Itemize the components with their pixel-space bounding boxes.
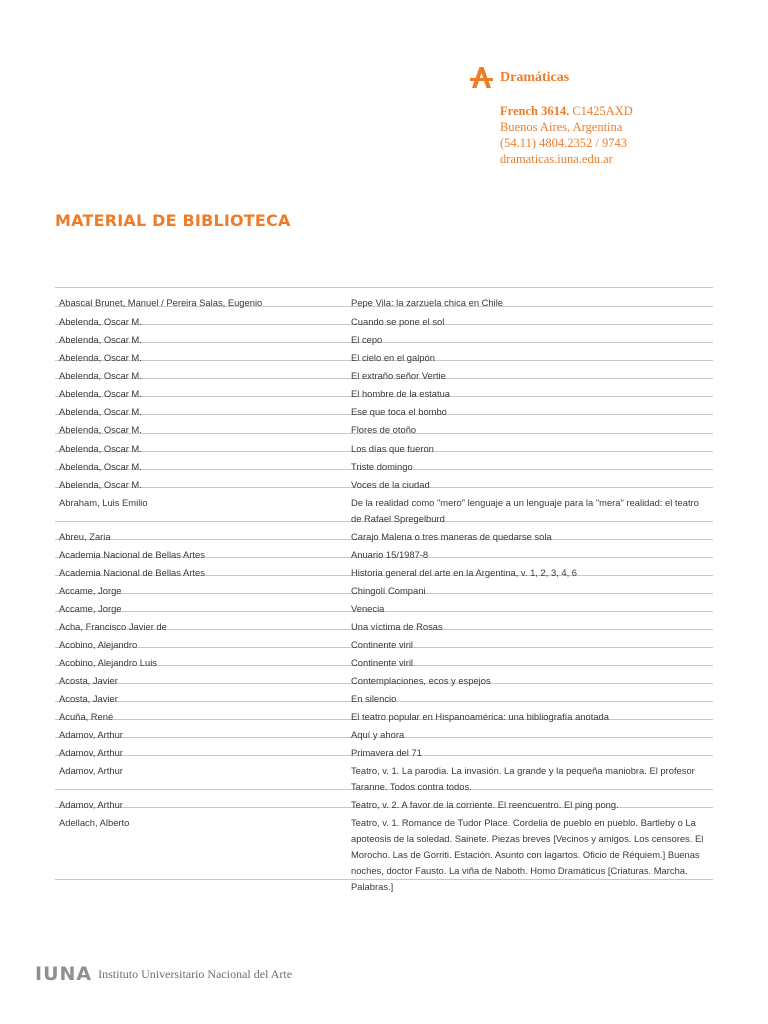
author-cell: Adamov, Arthur: [59, 747, 123, 758]
author-cell: Adamov, Arthur: [59, 729, 123, 740]
author-cell: Abreu, Zaria: [59, 531, 111, 542]
author-cell: Abraham, Luis Emilio: [59, 497, 148, 508]
table-row: [55, 630, 713, 648]
author-cell: Abelenda, Oscar M.: [59, 424, 142, 435]
title-cell: Ese que toca el bombo: [351, 406, 447, 417]
title-cell: Aquí y ahora: [351, 729, 405, 740]
title-cell: El extraño señor Vertie: [351, 370, 446, 381]
brand-name: Dramáticas: [500, 69, 570, 85]
author-cell: Accame, Jorge: [59, 603, 122, 614]
title-cell: Venecia: [351, 603, 385, 614]
author-cell: Abelenda, Oscar M.: [59, 316, 142, 327]
table-row: [55, 434, 713, 452]
header-logo-block: [470, 66, 633, 167]
table-row: [55, 808, 713, 892]
author-cell: Accame, Jorge: [59, 585, 122, 596]
title-cell: El hombre de la estatua: [351, 388, 451, 399]
author-cell: Abelenda, Oscar M.: [59, 370, 142, 381]
title-cell: El cepo: [351, 334, 383, 345]
table-row: [55, 397, 713, 415]
author-cell: Acobino, Alejandro: [59, 639, 138, 650]
title-cell: Carajo Malena o tres maneras de quedarse sola: [351, 531, 552, 542]
phone: (54.11) 4804.2352 / 9743: [500, 136, 627, 150]
title-cell: El cielo en el galpón: [351, 352, 435, 363]
institution-name: Instituto Universitario Nacional del Arte: [98, 966, 293, 981]
title-cell: Voces de la ciudad: [351, 479, 430, 490]
author-cell: Academia Nacional de Bellas Artes: [59, 567, 205, 578]
table-row: [55, 558, 713, 576]
author-cell: Adamov, Arthur: [59, 765, 123, 776]
footer: [35, 963, 292, 985]
table-row: [55, 648, 713, 666]
title-cell: Contemplaciones, ecos y espejos: [351, 675, 491, 686]
address-street-line: [500, 103, 633, 119]
table-row: [55, 594, 713, 612]
website-link[interactable]: dramaticas.iuna.edu.ar: [500, 152, 613, 166]
author-cell: Adamov, Arthur: [59, 799, 123, 810]
author-cell: Acosta, Javier: [59, 675, 118, 686]
title-cell: En silencio: [351, 693, 397, 704]
title-cell: Historia general del arte en la Argentina, v. 1, 2, 3, 4, 6: [351, 567, 578, 578]
author-cell: Abelenda, Oscar M.: [59, 443, 142, 454]
table-row: [55, 666, 713, 684]
title-cell: De la realidad como "mero" lenguaje a un lenguaje para la "mera" realidad: el teatro de Rafael Spregelburd: [351, 497, 699, 524]
table-row: [55, 325, 713, 343]
author-cell: Abelenda, Oscar M.: [59, 479, 142, 490]
title-cell: Teatro, v. 1. Romance de Tudor Place. Cordelia de pueblo en pueblo. Bartleby o La apoteosis de la soledad. Sainete. Piezas breves [Vecinos y amigos. Los censores. El Morocho. Las de Gorriti. Estación. Asunto con lagartos. Oficio de Réquiem.] Buenas noches, doctor Fausto. La viña de Naboth. Homo Dramáticus [Criaturas. Marcha. Palabras.]: [351, 817, 704, 892]
author-cell: Abelenda, Oscar M.: [59, 461, 142, 472]
iuna-logo: IUNA: [35, 963, 93, 985]
table-row: [55, 522, 713, 540]
title-cell: El teatro popular en Hispanoamérica: una bibliografía anotada: [351, 711, 609, 722]
title-cell: Continente viril: [351, 639, 414, 650]
table-row: [55, 738, 713, 756]
title-cell: Cuando se pone el sol: [351, 316, 445, 327]
table-row: [55, 452, 713, 470]
table-row: [55, 790, 713, 808]
table-row: [55, 720, 713, 738]
city: Buenos Aires, Argentina: [500, 120, 623, 134]
title-cell: Anuario 15/1987-8: [351, 549, 429, 560]
table-row: [55, 612, 713, 630]
title-cell: Chingolí Compani: [351, 585, 426, 596]
table-row: [55, 288, 713, 307]
author-cell: Acobino, Alejandro Luis: [59, 657, 157, 668]
page-title: MATERIAL DE BIBLIOTECA: [55, 211, 291, 230]
table-row: [55, 307, 713, 325]
title-cell: Los días que fueron: [351, 443, 434, 454]
title-cell: Teatro, v. 2. A favor de la corriente. El reencuentro. El ping pong.: [351, 799, 619, 810]
author-cell: Academia Nacional de Bellas Artes: [59, 549, 205, 560]
contact-address: [500, 103, 633, 167]
author-cell: Acosta, Javier: [59, 693, 118, 704]
table-row: [55, 361, 713, 379]
table-row: [55, 576, 713, 594]
title-cell: Pepe Vila: la zarzuela chica en Chile: [351, 297, 504, 308]
dramaticas-logo-icon: [470, 66, 493, 89]
table-row: [55, 470, 713, 488]
postal-code: C1425AXD: [572, 104, 633, 118]
author-cell: Abelenda, Oscar M.: [59, 406, 142, 417]
table-row: [55, 379, 713, 397]
catalog-table: [55, 287, 713, 892]
table-row: [55, 343, 713, 361]
title-cell: Teatro, v. 1. La parodia. La invasión. La grande y la pequeña maniobra. El profesor Taranne. Todos contra todos.: [351, 765, 695, 792]
title-cell: Continente viril: [351, 657, 414, 668]
author-cell: Abelenda, Oscar M.: [59, 334, 142, 345]
table-row: [55, 415, 713, 434]
author-cell: Acha, Francisco Javier de: [59, 621, 167, 632]
title-cell: Una víctima de Rosas: [351, 621, 443, 632]
table-row: [55, 488, 713, 522]
author-cell: Adellach, Alberto: [59, 817, 130, 828]
table-row: [55, 756, 713, 790]
table-row: [55, 684, 713, 702]
author-cell: Acuña, René: [59, 711, 114, 722]
author-cell: Abelenda, Oscar M.: [59, 388, 142, 399]
author-cell: Abascal Brunet, Manuel / Pereira Salas, Eugenio: [59, 297, 263, 308]
brand-row: [470, 66, 633, 89]
table-row: [55, 702, 713, 720]
title-cell: Flores de otoño: [351, 424, 417, 435]
table-row: [55, 540, 713, 558]
title-cell: Triste domingo: [351, 461, 413, 472]
street: French 3614.: [500, 104, 570, 118]
author-cell: Abelenda, Oscar M.: [59, 352, 142, 363]
title-cell: Primavera del 71: [351, 747, 422, 758]
